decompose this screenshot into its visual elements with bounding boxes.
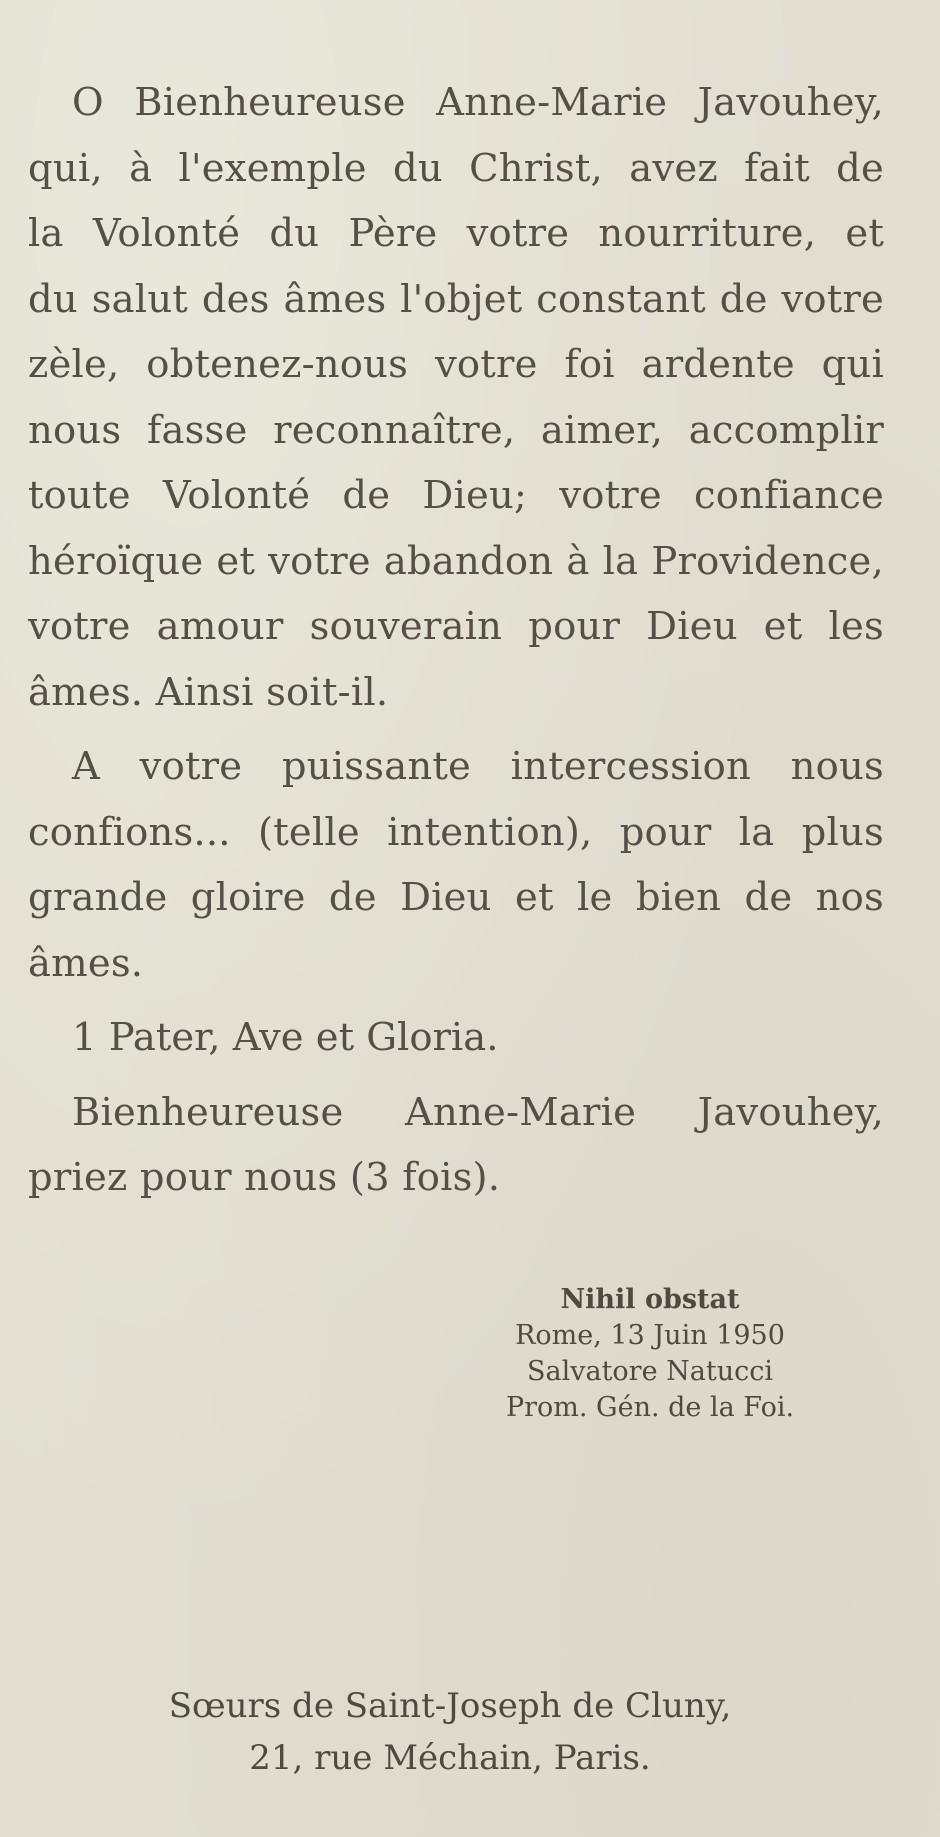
approbation-line: Prom. Gén. de la Foi. — [505, 1392, 795, 1423]
text-line: grande gloire de Dieu et le bien de nos — [28, 875, 884, 920]
prayer-paragraph-3: 1 Pater, Ave et Gloria. — [72, 1015, 499, 1060]
text-line: O Bienheureuse Anne-Marie Javouhey, — [72, 80, 884, 125]
text-line: A votre puissante intercession nous — [72, 744, 884, 789]
prayer-paragraph-4 — [28, 1080, 884, 1211]
text-line: votre amour souverain pour Dieu et les — [28, 604, 884, 649]
text-line: du salut des âmes l'objet constant de votre — [28, 276, 884, 322]
publisher-name: Sœurs de Saint-Joseph de Cluny, — [168, 1686, 732, 1726]
text-line: la Volonté du Père votre nourriture, et — [28, 211, 884, 256]
approbation-line: Rome, 13 Juin 1950 — [515, 1320, 785, 1351]
text-line: héroïque et votre abandon à la Providence, — [28, 538, 884, 584]
text-line: priez pour nous (3 fois). — [28, 1155, 501, 1200]
nihil-obstat-block — [470, 1282, 830, 1426]
publisher-street: 21, rue Méchain, Paris. — [249, 1738, 651, 1778]
text-line: Bienheureuse Anne-Marie Javouhey, — [72, 1089, 884, 1135]
text-line: âmes. — [28, 940, 144, 986]
text-line: zèle, obtenez-nous votre foi ardente qui — [28, 342, 884, 387]
prayer-paragraph-1 — [28, 70, 884, 725]
text-line: confions... (telle intention), pour la plus — [28, 809, 884, 855]
text-line: toute Volonté de Dieu; votre confiance — [28, 473, 884, 518]
text-line: qui, à l'exemple du Christ, avez fait de — [28, 145, 884, 191]
approbation-line: Salvatore Natucci — [527, 1356, 773, 1387]
paragraph-gap — [28, 1071, 884, 1080]
prayer-text — [28, 70, 884, 1211]
paragraph-gap — [28, 725, 884, 734]
approbation-line: Nihil obstat — [560, 1284, 740, 1315]
publisher-address — [130, 1680, 770, 1784]
prayer-paragraph-2 — [28, 734, 884, 996]
text-line: nous fasse reconnaître, aimer, accomplir — [28, 407, 884, 453]
paragraph-gap — [28, 996, 884, 1005]
text-line: âmes. Ainsi soit-il. — [28, 669, 389, 715]
